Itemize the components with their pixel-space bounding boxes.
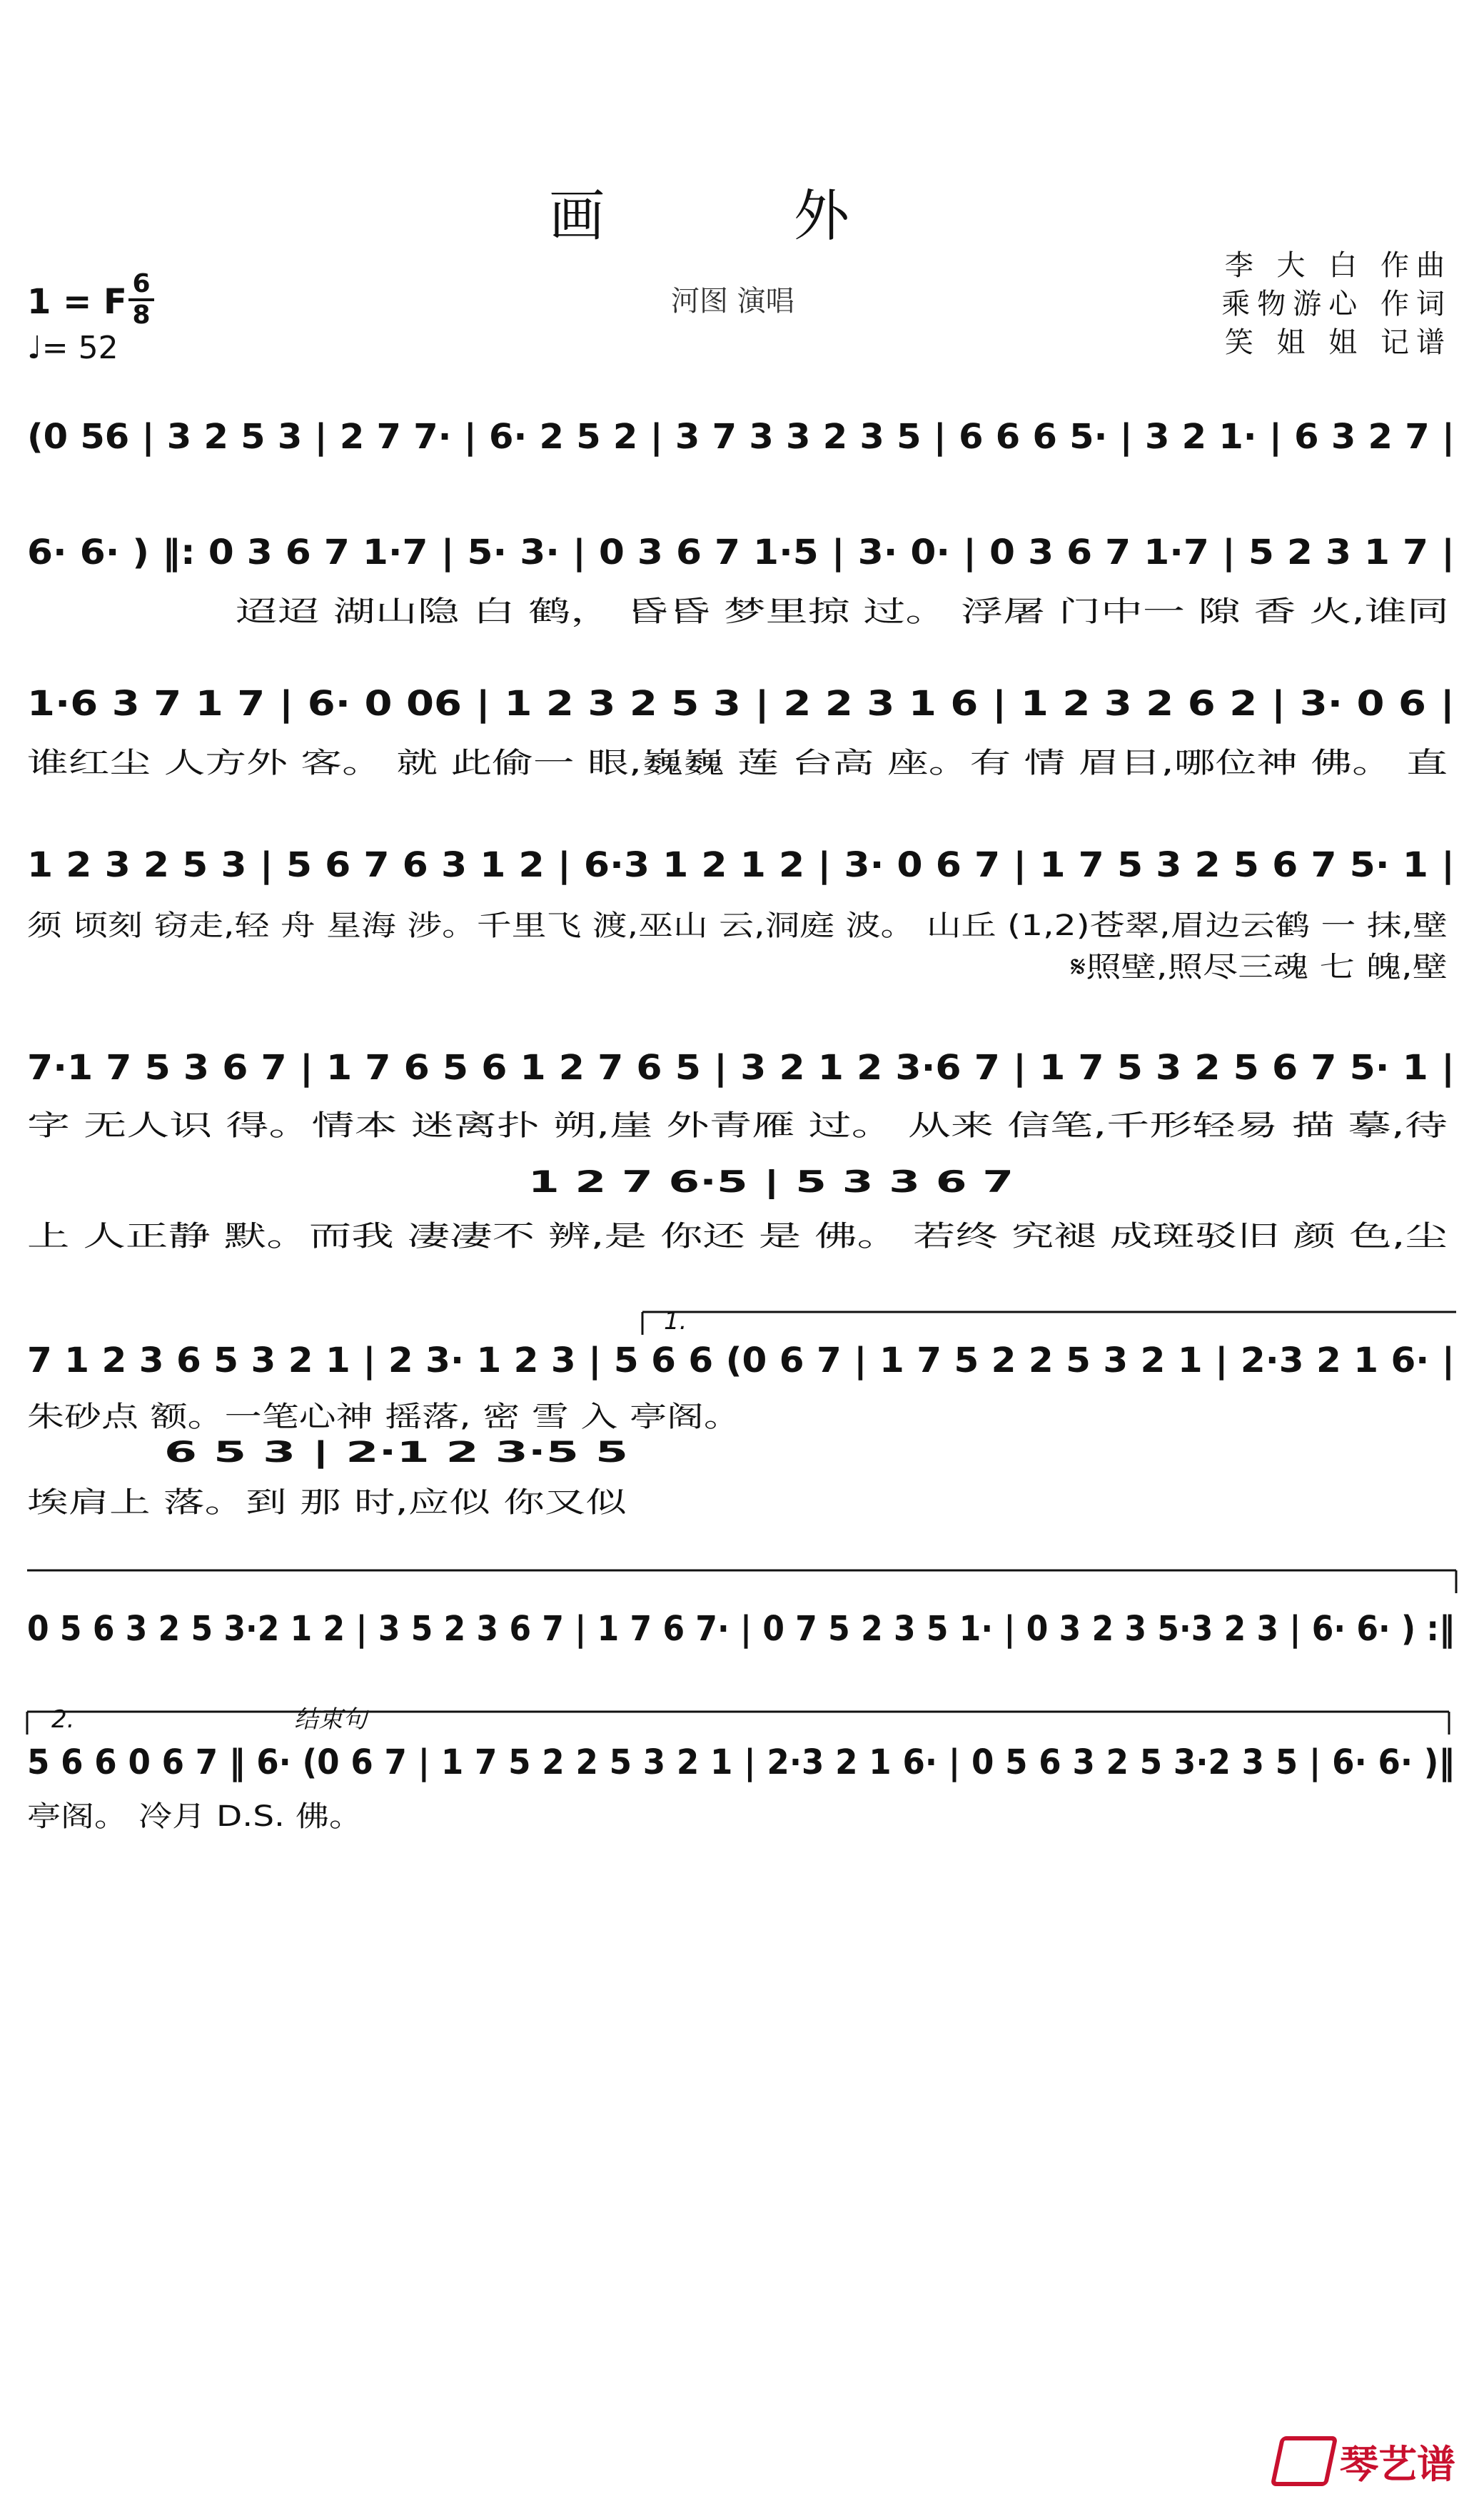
system-3-notes: 1·6 3 7 1 7 | 6· 0 06 | 1 2 3 2 5 3 | 2 2 3 1 6 | 1 2 3 2 6 2 | 3· 0 6 | — [27, 684, 1455, 724]
ending-label: 结束句 — [294, 1705, 367, 1734]
volta-1-label: 1. — [664, 1307, 687, 1336]
transcriber-credit: 笑 姐 姐 记谱 — [1224, 326, 1452, 359]
system-5-lyrics-alt: 上 人正静 默。而我 凄凄不 辨,是 你还 是 佛。 若终 究褪 成斑驳旧 颜 色,尘 — [27, 1220, 1448, 1253]
key-signature: 1 = F — [27, 282, 127, 322]
meter-bottom: 8 — [128, 298, 154, 330]
logo-mark-icon — [1271, 2436, 1338, 2486]
song-title: 画 外 — [549, 184, 935, 248]
system-2-notes: 6· 6· ) ‖: 0 3 6 7 1·7 | 5· 3· | 0 3 6 7 1·5 | 3· 0· | 0 3 6 7 1·7 | 5 2 3 1 7 | — [27, 532, 1455, 572]
system-6-alt-notes: 6 5 3 | 2·1 2 3·5 5 — [164, 1436, 445, 1469]
singer-credit: 河图 演唱 — [671, 285, 794, 318]
system-4-lyrics-alt: 𝄋照壁,照尽三魂 七 魄,壁 — [1071, 951, 1448, 984]
system-1-notes: (0 56 | 3 2 5 3 | 2 7 7· | 6· 2 5 2 | 3 7 3 3 2 3 5 | 6 6 6 5· | 3 2 1· | 6 3 2 7 | — [27, 417, 1455, 457]
system-2-lyrics: 迢迢 湖山隐 白 鹤， 昏昏 梦里掠 过。 浮屠 门中一 隙 香 火,谁同 — [236, 595, 1449, 628]
site-logo — [1276, 2433, 1455, 2490]
system-4-lyrics: 须 顷刻 窃走,轻 舟 星海 涉。千里飞 渡,巫山 云,洞庭 波。 山丘 (1,2)苍翠,眉边云鹤 一 抹,壁 — [27, 909, 1448, 942]
composer-credit: 李 大 白 作曲 — [1224, 249, 1452, 282]
volta-2-label: 2. — [51, 1705, 75, 1734]
system-5-notes: 7·1 7 5 3 6 7 | 1 7 6 5 6 1 2 7 6 5 | 3 2 1 2 3·6 7 | 1 7 5 3 2 5 6 7 5· 1 | — [27, 1048, 1455, 1088]
system-5-alt-notes: 1 2 7 6·5 | 5 3 3 6 7 — [528, 1164, 1014, 1199]
system-3-lyrics: 谁红尘 人方外 客。 就 此偷一 眼,巍巍 莲 台高 座。有 情 眉目,哪位神 佛。 直 — [27, 747, 1448, 779]
system-6-lyrics: 朱砂点 额。一笔心神 摇落, 密 雪 入 亭阁。 — [27, 1400, 741, 1433]
system-4-notes: 1 2 3 2 5 3 | 5 6 7 6 3 1 2 | 6·3 1 2 1 2 | 3· 0 6 7 | 1 7 5 3 2 5 6 7 5· 1 | — [27, 845, 1455, 885]
system-7-notes: 0 5 6 3 2 5 3·2 1 2 | 3 5 2 3 6 7 | 1 7 6 7· | 0 7 5 2 3 5 1· | 0 3 2 3 5·3 2 3 | 6· 6· ) :‖ — [27, 1609, 1455, 1649]
meter-top: 6 — [132, 269, 151, 298]
system-6-lyrics-alt: 埃肩上 落。到 那 时,应似 你又似 — [27, 1486, 628, 1519]
lyricist-credit: 乘物游心 作词 — [1221, 288, 1452, 320]
system-8-notes: 5 6 6 0 6 7 ‖ 6· (0 6 7 | 1 7 5 2 2 5 3 2 1 | 2·3 2 1 6· | 0 5 6 3 2 5 3·2 3 5 | 6· 6· )‖ — [27, 1742, 1455, 1782]
system-8-lyrics: 亭阁。 冷月 D.S. 佛。 — [27, 1800, 363, 1833]
system-6-notes: 7 1 2 3 6 5 3 2 1 | 2 3· 1 2 3 | 5 6 6 (0 6 7 | 1 7 5 2 2 5 3 2 1 | 2·3 2 1 6· | — [27, 1341, 1455, 1380]
system-5-lyrics: 字 无人识 得。情本 迷离扑 朔,崖 外青雁 过。 从来 信笔,千形轻易 描 摹,待 — [27, 1109, 1448, 1142]
tempo-value: = 52 — [41, 330, 118, 366]
logo-text: 琴艺谱 — [1340, 2441, 1455, 2487]
quarter-note-icon: ♩ — [27, 330, 42, 366]
